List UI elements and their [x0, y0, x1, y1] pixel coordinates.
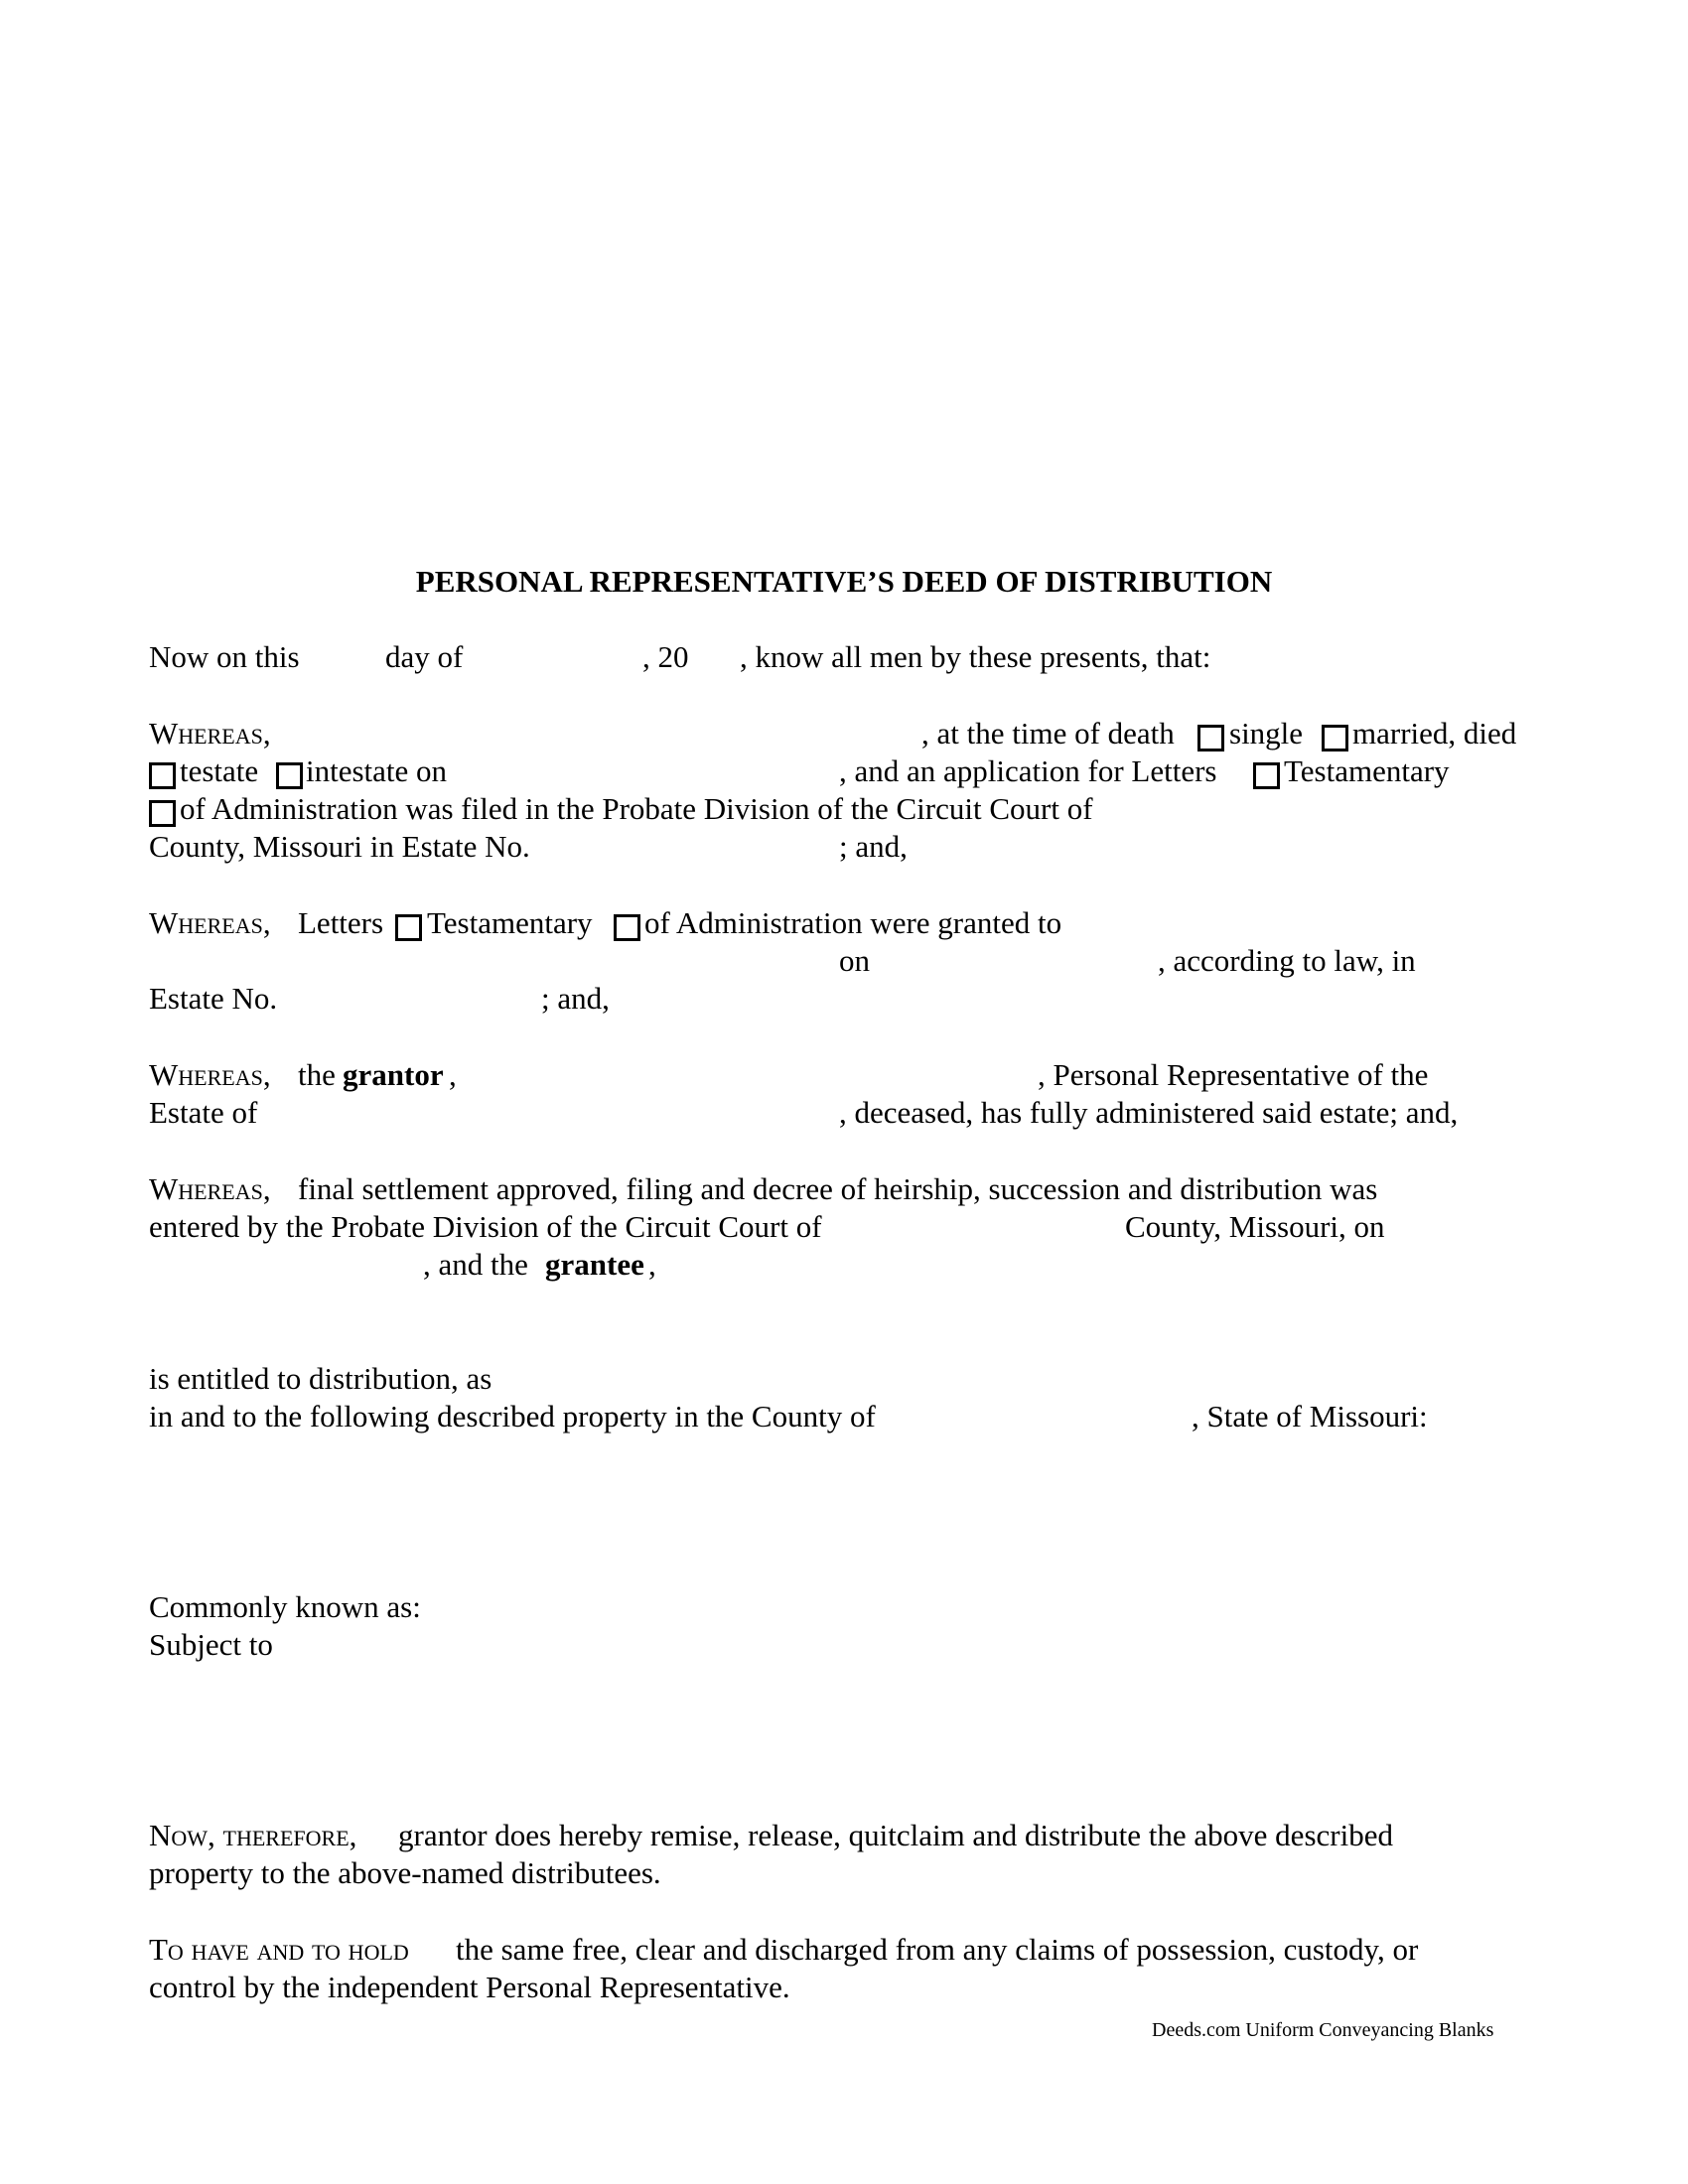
administration-text-2: of Administration were granted to [644, 905, 1062, 940]
document-title: PERSONAL REPRESENTATIVE’S DEED OF DISTRIBUTION [415, 564, 1273, 599]
single-checkbox[interactable] [1197, 725, 1224, 751]
whereas-3-lead: Whereas, [149, 1057, 271, 1092]
know-all-text: , know all men by these presents, that: [740, 639, 1211, 674]
according-text: , according to law, in [1158, 943, 1416, 978]
married-checkbox[interactable] [1322, 725, 1348, 751]
on-text: on [839, 943, 870, 978]
whereas-4-lead: Whereas, [149, 1171, 271, 1206]
year-text: , 20 [642, 639, 689, 674]
administration-checkbox-2[interactable] [614, 914, 640, 941]
commonly-known-text: Commonly known as: [149, 1589, 421, 1624]
in-and-to-text: in and to the following described property in the County of [149, 1399, 876, 1433]
intestate-checkbox[interactable] [276, 762, 303, 789]
testamentary-checkbox-1[interactable] [1253, 762, 1280, 789]
whereas-4-line2: entered by the Probate Division of the Circuit Court of [149, 1209, 822, 1244]
testate-checkbox[interactable] [149, 762, 176, 789]
footer-text: Deeds.com Uniform Conveyancing Blanks [1152, 2019, 1494, 2041]
testamentary-checkbox-2[interactable] [395, 914, 422, 941]
to-have-line1: the same free, clear and discharged from any claims of possession, custody, or [456, 1932, 1419, 1967]
now-therefore-lead: Now, therefore, [149, 1818, 357, 1852]
estate-of-text: Estate of [149, 1095, 258, 1130]
administration-checkbox-1[interactable] [149, 800, 176, 827]
intestate-on-label: intestate on [306, 753, 448, 788]
county-missouri-on-text: County, Missouri, on [1125, 1209, 1385, 1244]
whereas-1-lead: Whereas, [149, 716, 271, 751]
single-label: single [1229, 716, 1304, 751]
entitled-text: is entitled to distribution, as [149, 1361, 492, 1396]
whereas-4-line1: final settlement approved, filing and decree of heirship, succession and distribution was [298, 1171, 1378, 1206]
grantee-comma: , [648, 1247, 656, 1282]
grantee-label: grantee [545, 1247, 644, 1282]
whereas-2-lead: Whereas, [149, 905, 271, 940]
application-text: , and an application for Letters [839, 753, 1217, 788]
grantor-label: grantor [343, 1057, 444, 1092]
state-of-missouri-text: , State of Missouri: [1192, 1399, 1428, 1433]
now-on-this-text: Now on this [149, 639, 300, 674]
testamentary-label-2: Testamentary [427, 905, 593, 940]
whereas-1-and: ; and, [839, 829, 908, 864]
now-therefore-line2: property to the above-named distributees. [149, 1855, 661, 1890]
letters-text: Letters [298, 905, 384, 940]
administration-text-1: of Administration was filed in the Probate Division of the Circuit Court of [180, 791, 1093, 826]
estate-no-text: Estate No. [149, 981, 278, 1016]
time-of-death-text: , at the time of death [921, 716, 1175, 751]
whereas-2-and: ; and, [541, 981, 610, 1016]
county-estate-text: County, Missouri in Estate No. [149, 829, 530, 864]
and-the-text: , and the [423, 1247, 528, 1282]
married-label: married, died [1352, 716, 1517, 751]
deceased-text: , deceased, has fully administered said estate; and, [839, 1095, 1459, 1130]
subject-to-text: Subject to [149, 1627, 273, 1662]
grantor-comma: , [449, 1057, 457, 1092]
testamentary-label-1: Testamentary [1284, 753, 1450, 788]
personal-rep-text: , Personal Representative of the [1038, 1057, 1429, 1092]
day-of-text: day of [385, 639, 464, 674]
whereas-3-the: the [298, 1057, 336, 1092]
to-have-line2: control by the independent Personal Representative. [149, 1970, 790, 2004]
to-have-lead: To have and to hold [149, 1932, 409, 1967]
testate-label: testate [180, 753, 259, 788]
now-therefore-line1: grantor does hereby remise, release, quitclaim and distribute the above described [398, 1818, 1393, 1852]
